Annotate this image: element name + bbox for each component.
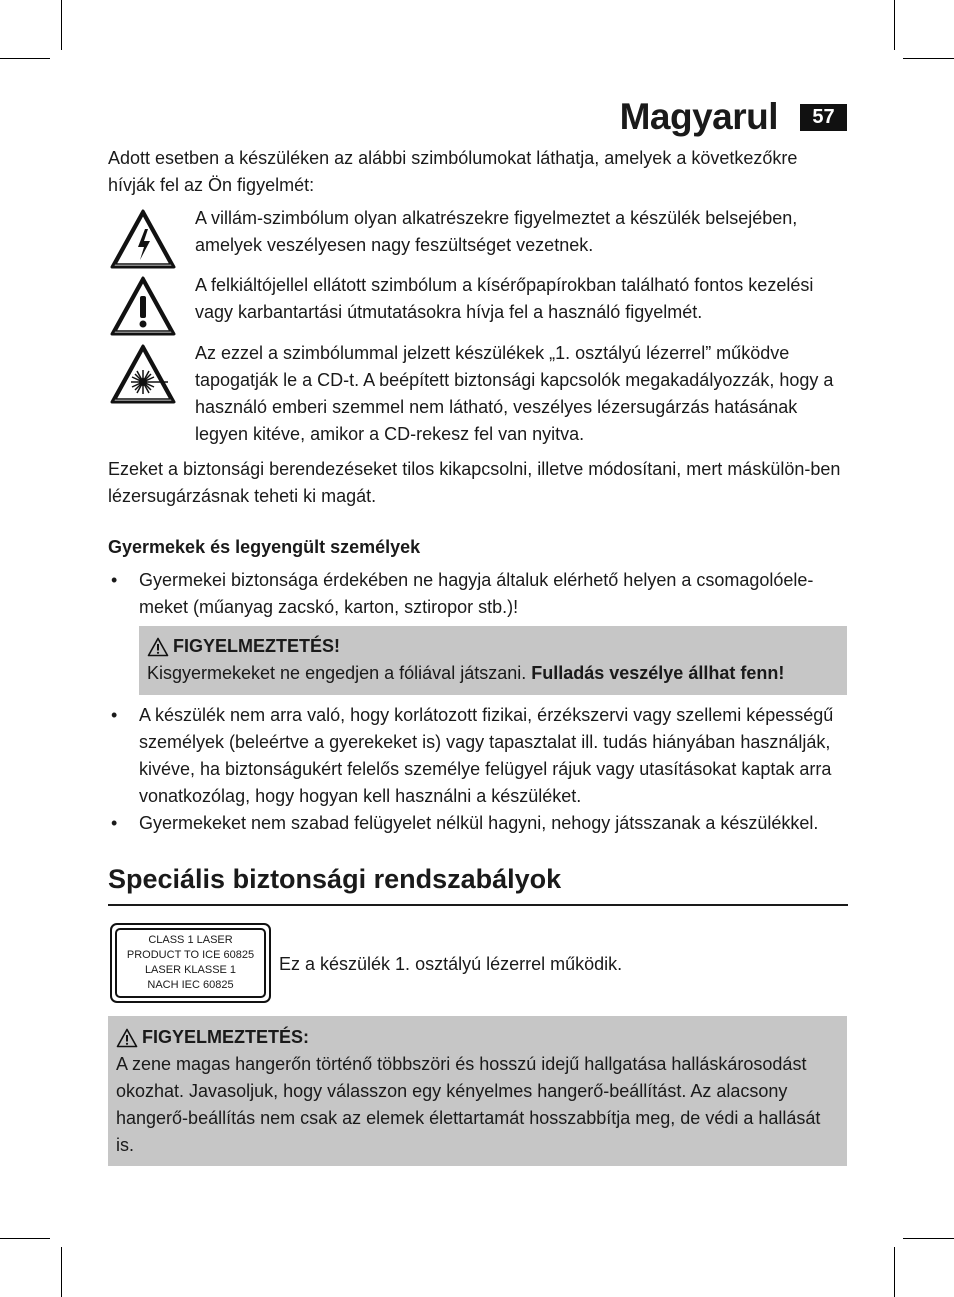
warning-body [147,660,839,687]
bullet-text: A készülék nem arra való, hogy korlátozott fizikai, érzékszervi vagy szellemi képességű személyek (beleértve a gyerekeket is) vagy tapasztalat ill. tudás hiányában használják, kivéve, ha biztonságukért felelős személye felügyel rájuk vagy utasításokat kaptak arra vonatkozólag, hogy hogyan kell használni a készüléket. [139,705,834,806]
crop-mark [0,58,50,59]
warning-title: FIGYELMEZTETÉS! [173,636,341,656]
bullet-text: Gyermekei biztonsága érdekében ne hagyja általuk elérhető helyen a csomagolóele-meket (műanyag zacskó, karton, sztiropor stb.)! [139,570,814,617]
crop-mark [894,1247,895,1297]
laser-class-text: Ez a készülék 1. osztályú lézerrel működik. [279,954,623,974]
laser-warning-icon [108,342,178,406]
warning-heading [116,1024,839,1051]
symbol-text-exclamation: A felkiáltójellel ellátott szimbólum a kísérőpapírokban található fontos kezelési vagy karbantartási útmutatásokra hívja fel a használó figyelmét. [195,275,814,322]
crop-mark [61,1247,62,1297]
laser-label-line: PRODUCT TO ICE 60825 [126,949,255,961]
warning-body: A zene magas hangerőn történő többszöri és hosszú idejű hallgatása halláskárosodást okozhat. Javasoljuk, hogy válasszon egy kényelmes hangerő-beállítást. Az alacsony hangerő-beállítás nem csak az elemek élettartamát hosszabbítja meg, de védi a hallását is. [116,1054,821,1155]
warning-title: FIGYELMEZTETÉS: [142,1027,310,1047]
section-divider [108,904,848,906]
intro-text: Adott esetben a készüléken az alábbi szimbólumokat láthatja, amelyek a következőkre hívják fel az Ön figyelmét: [108,148,798,195]
crop-mark [0,1238,50,1239]
laser-class-label [110,923,271,1003]
warning-triangle-icon [116,1028,138,1048]
crop-mark [903,1238,954,1239]
laser-label-line: LASER KLASSE 1 [144,964,237,976]
safety-devices-text: Ezeket a biztonsági berendezéseket tilos kikapcsolni, illetve módosítani, mert máskülön-ben lézersugárzásnak teheti ki magát. [108,459,841,506]
symbol-text-lightning: A villám-szimbólum olyan alkatrészekre figyelmeztet a készülék belsejében, amelyek veszélyesen nagy feszültséget vezetnek. [195,208,798,255]
children-section-heading: Gyermekek és legyengült személyek [108,537,421,557]
crop-mark [61,0,62,50]
laser-label-line: NACH IEC 60825 [147,979,234,991]
page-number-badge: 57 [800,104,847,131]
crop-mark [894,0,895,50]
bullet-icon: • [111,813,118,833]
bullet-text: Gyermekeket nem szabad felügyelet nélkül hagyni, nehogy játsszanak a készülékkel. [139,813,819,833]
warning-box-children [139,626,847,695]
laser-class-label-inner [115,928,266,998]
laser-label-line: CLASS 1 LASER [148,934,233,946]
crop-mark [903,58,954,59]
special-section-heading: Speciális biztonsági rendszabályok [108,864,562,894]
symbol-text-laser: Az ezzel a szimbólummal jelzett készülékek „1. osztályú lézerrel” működve tapogatják le a CD-t. A beépített biztonsági kapcsolók megakadályozzák, hogy a használó emberi szemmel nem látható, veszélyes lézersugárzás hatásának legyen kitéve, amikor a CD-rekesz fel van nyitva. [195,343,834,444]
warning-heading [147,633,839,660]
warning-triangle-icon [147,637,169,657]
page-title: Magyarul [619,96,778,137]
bullet-icon: • [111,570,118,590]
lightning-warning-icon [108,207,178,271]
warning-emphasis: Fulladás veszélye állhat fenn! [531,663,785,683]
warning-text: Kisgyermekeket ne engedjen a fóliával játszani. [147,663,532,683]
exclamation-warning-icon [108,274,178,338]
bullet-icon: • [111,705,118,725]
warning-box-hearing [108,1016,847,1166]
